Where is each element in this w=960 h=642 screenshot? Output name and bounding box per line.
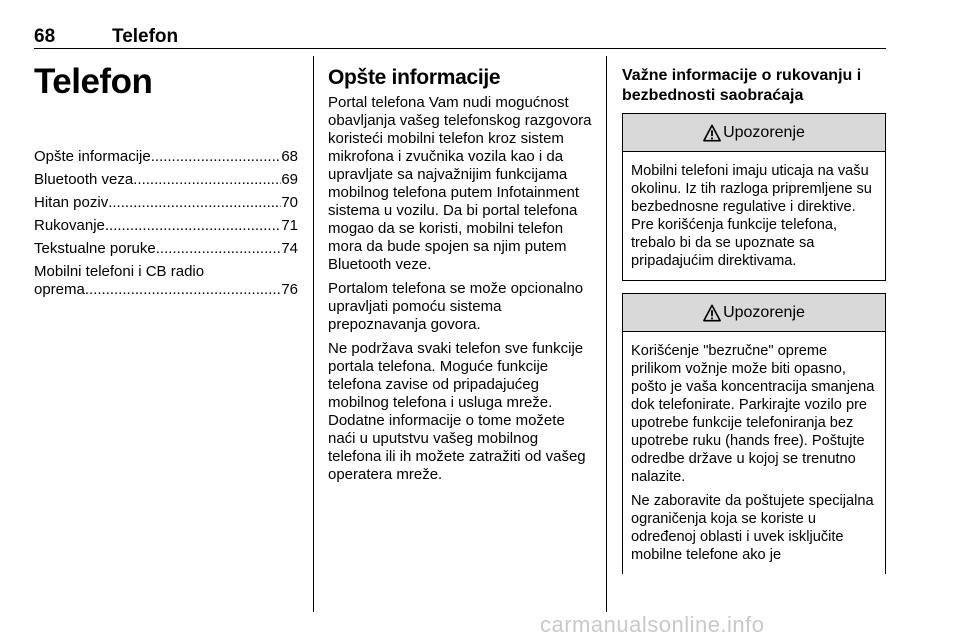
warning-triangle-icon [703,124,721,142]
toc-column [34,56,298,299]
page-header [34,26,886,49]
warning-title: Upozorenje [723,303,805,321]
chapter-title: Telefon [34,62,153,101]
toc-entry[interactable] [34,217,298,235]
toc-entry-page: 70 [281,194,298,211]
toc-leader [133,171,281,189]
toc-leader [105,217,281,235]
warning-text: Mobilni telefoni imaju uticaja na vašu okolinu. Iz tih razloga pripremljene su bezbednosne regulative i direktive. Pre korišćenja funkcije telefona, trebalo bi da se upoznate sa pripadajućim direktivama. [631,163,872,269]
watermark: carmanualsonline.info [540,612,765,637]
toc-entry-label-cont: oprema [34,281,85,298]
paragraph: Ne podržava svaki telefon sve funkcije portala telefona. Moguće funkcije telefona zavise od pripadajućeg mobilnog telefona i usluga mreže. Dodatne informacije o tome možete naći u uputstvu vašeg mobilnog telefona ili ih možete zatražiti od vašeg operatera mreže. [328,340,586,483]
toc-entry-label: Bluetooth veza [34,171,134,188]
warning-box [622,113,886,281]
toc-entry-label: Hitan poziv [34,194,109,211]
toc-entry-page: 71 [281,217,298,234]
warning-header [623,294,885,332]
toc-entry-label: Mobilni telefoni i CB radio [34,263,205,280]
toc-entry-label: Opšte informacije [34,148,151,165]
toc-entry[interactable] [34,194,298,212]
toc-leader [108,194,281,212]
toc-entry-label: Tekstualne poruke [34,240,156,257]
page-section-title: Telefon [112,26,179,47]
toc-entry[interactable] [34,240,298,258]
warning-header [623,114,885,152]
toc-entry[interactable] [34,171,298,189]
warning-title: Upozorenje [723,123,805,141]
toc-entry-label: Rukovanje [34,217,105,234]
column-divider [313,56,314,612]
paragraph: Portal telefona Vam nudi mogućnost obavljanja vašeg telefonskog razgovora koristeći mobilni telefon kroz sistem mikrofona i zvučnika vozila kao i da upravljate sa najvažnijim funkcijama mobilnog telefona putem Infotainment sistema u vozilu. Da bi portal telefona mogao da se koristi, mobilni telefon mora da bude spojen sa njim putem Bluetooth veze. [328,94,592,273]
warning-box [622,293,886,574]
toc-entry-page: 76 [281,281,298,298]
toc-leader [151,148,282,166]
toc-entry-page: 68 [281,148,298,165]
safety-column [622,66,886,574]
page-number: 68 [34,26,56,47]
toc-entry[interactable] [34,263,298,299]
paragraph: Portalom telefona se može opcionalno upravljati pomoću sistema prepoznavanja govora. [328,280,584,333]
section-heading: Opšte informacije [328,66,501,89]
toc-entry-page: 74 [281,240,298,257]
section-heading: Važne informacije o rukovanju i bezbednosti saobraćaja [622,67,862,104]
toc-entry-page: 69 [281,171,298,188]
toc-leader [85,281,281,299]
warning-text: Ne zaboravite da poštujete specijalna ograničenja koja se koriste u određenoj oblasti i uvek isključite mobilne telefone ako je [631,493,874,563]
warning-text: Korišćenje "bezručne" opreme prilikom vožnje može biti opasno, pošto je vaša koncentracija smanjena dok telefonirate. Parkirajte vozilo pre upotrebe funkcije telefoniranja bez upotrebe ruku (hands free). Poštujte odredbe države u kojoj se trenutno nalazite. [631,343,875,485]
general-info-column [328,66,594,490]
toc-leader [156,240,282,258]
toc-entry[interactable] [34,148,298,166]
warning-triangle-icon [703,304,721,322]
column-divider [606,56,607,612]
